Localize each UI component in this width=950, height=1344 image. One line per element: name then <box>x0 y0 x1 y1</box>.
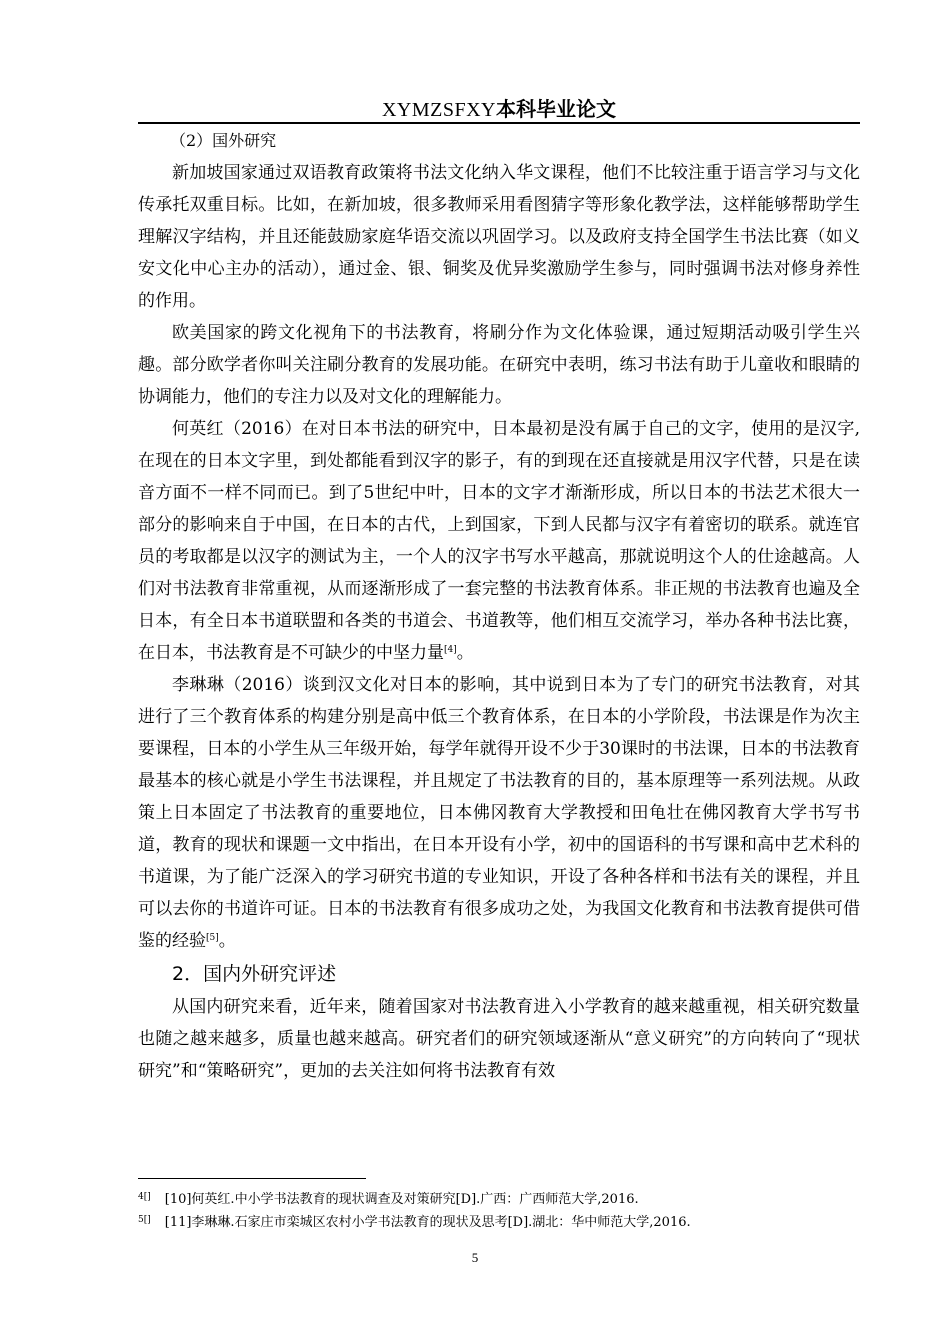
footnote <box>138 1210 691 1233</box>
citation-ref: [4] <box>444 645 457 655</box>
paragraph-end: 。 <box>218 931 236 951</box>
paragraph-text: 何英红（2016）在对日本书法的研究中，日本最初是没有属于自己的文字，使用的是汉字,在现在的日本文字里，到处都能看到汉字的影子，有的到现在还直接就是用汉字代替，只是在读音方面不一样不同而已。到了5世纪中叶，日本的文字才渐渐形成，所以日本的书法艺术很大一部分的影响来自于中国，在日本的古代，上到国家，下到人民都与汉字有着密切的联系。就连官员的考取都是以汉字的测试为主，一个人的汉字书写水平越高，那就说明这个人的仕途越高。人们对书法教育非常重视，从而逐渐形成了一套完整的书法教育体系。非正规的书法教育也遍及全日本，有全日本书道联盟和各类的书道会、书道教等，他们相互交流学习，举办各种书法比赛，在日本，书法教育是不可缺少的中坚力量 <box>138 419 860 663</box>
paragraph-text: 李琳琳（2016）谈到汉文化对日本的影响，其中说到日本为了专门的研究书法教育，对其进行了三个教育体系的构建分别是高中低三个教育体系，在日本的小学阶段，书法课是作为次主要课程，日本的小学生从三年级开始，每学年就得开设不少于30课时的书法课，日本的书法教育最基本的核心就是小学生书法课程，并且规定了书法教育的目的，基本原理等一系列法规。从政策上日本固定了书法教育的重要地位，日本佛冈教育大学教授和田龟壮在佛冈教育大学书写书道，教育的现状和课题一文中指出，在日本开设有小学，初中的国语科的书写课和高中艺术科的书道课，为了能广泛深入的学习研究书道的专业知识，开设了各种各样和书法有关的课程，并且可以去你的书道许可证。日本的书法教育有很多成功之处，为我国文化教育和书法教育提供可借鉴的经验 <box>138 675 860 951</box>
footnote-text: [10]何英红.中小学书法教育的现状调查及对策研究[D].广西：广西师范大学,2016. <box>164 1192 639 1207</box>
paragraph-li-linlin <box>138 669 860 957</box>
header-rule <box>138 122 860 124</box>
page-number: 5 <box>471 1250 479 1265</box>
paragraph-end: 。 <box>456 643 474 663</box>
page-header <box>138 96 860 123</box>
footnote-mark: 5[] <box>138 1215 151 1225</box>
citation-ref: [5] <box>206 933 219 943</box>
paragraph-review: 从国内研究来看，近年来，随着国家对书法教育进入小学教育的越来越重视，相关研究数量也随之越来越多，质量也越来越高。研究者们的研究领域逐渐从“意义研究”的方向转向了“现状研究”和“策略研究”，更加的去关注如何将书法教育有效 <box>138 997 860 1081</box>
section-heading-review: 2．国内外研究评述 <box>172 963 337 985</box>
page-body <box>138 125 860 1087</box>
header-code: XYMZSFXY <box>381 99 497 121</box>
footnote <box>138 1187 639 1210</box>
paragraph-he-yinghong <box>138 413 860 669</box>
paragraph-western: 欧美国家的跨文化视角下的书法教育，将刷分作为文化体验课，通过短期活动吸引学生兴趣。部分欧学者你叫关注刷分教育的发展功能。在研究中表明，练习书法有助于儿童收和眼睛的协调能力，他们的专注力以及对文化的理解能力。 <box>138 323 860 407</box>
section-heading-foreign: （2）国外研究 <box>170 131 277 150</box>
footnote-text: [11]李琳琳.石家庄市栾城区农村小学书法教育的现状及思考[D].湖北：华中师范大学,2016. <box>164 1215 691 1230</box>
footnote-mark: 4[] <box>138 1192 151 1202</box>
header-title: 本科毕业论文 <box>496 97 617 121</box>
paragraph-singapore: 新加坡国家通过双语教育政策将书法文化纳入华文课程，他们不比较注重于语言学习与文化传承托双重目标。比如，在新加坡，很多教师采用看图猜字等形象化教学法，这样能够帮助学生理解汉字结构，并且还能鼓励家庭华语交流以巩固学习。以及政府支持全国学生书法比赛（如义安文化中心主办的活动），通过金、银、铜奖及优异奖激励学生参与，同时强调书法对修身养性的作用。 <box>138 163 860 311</box>
footnote-rule <box>138 1178 366 1179</box>
